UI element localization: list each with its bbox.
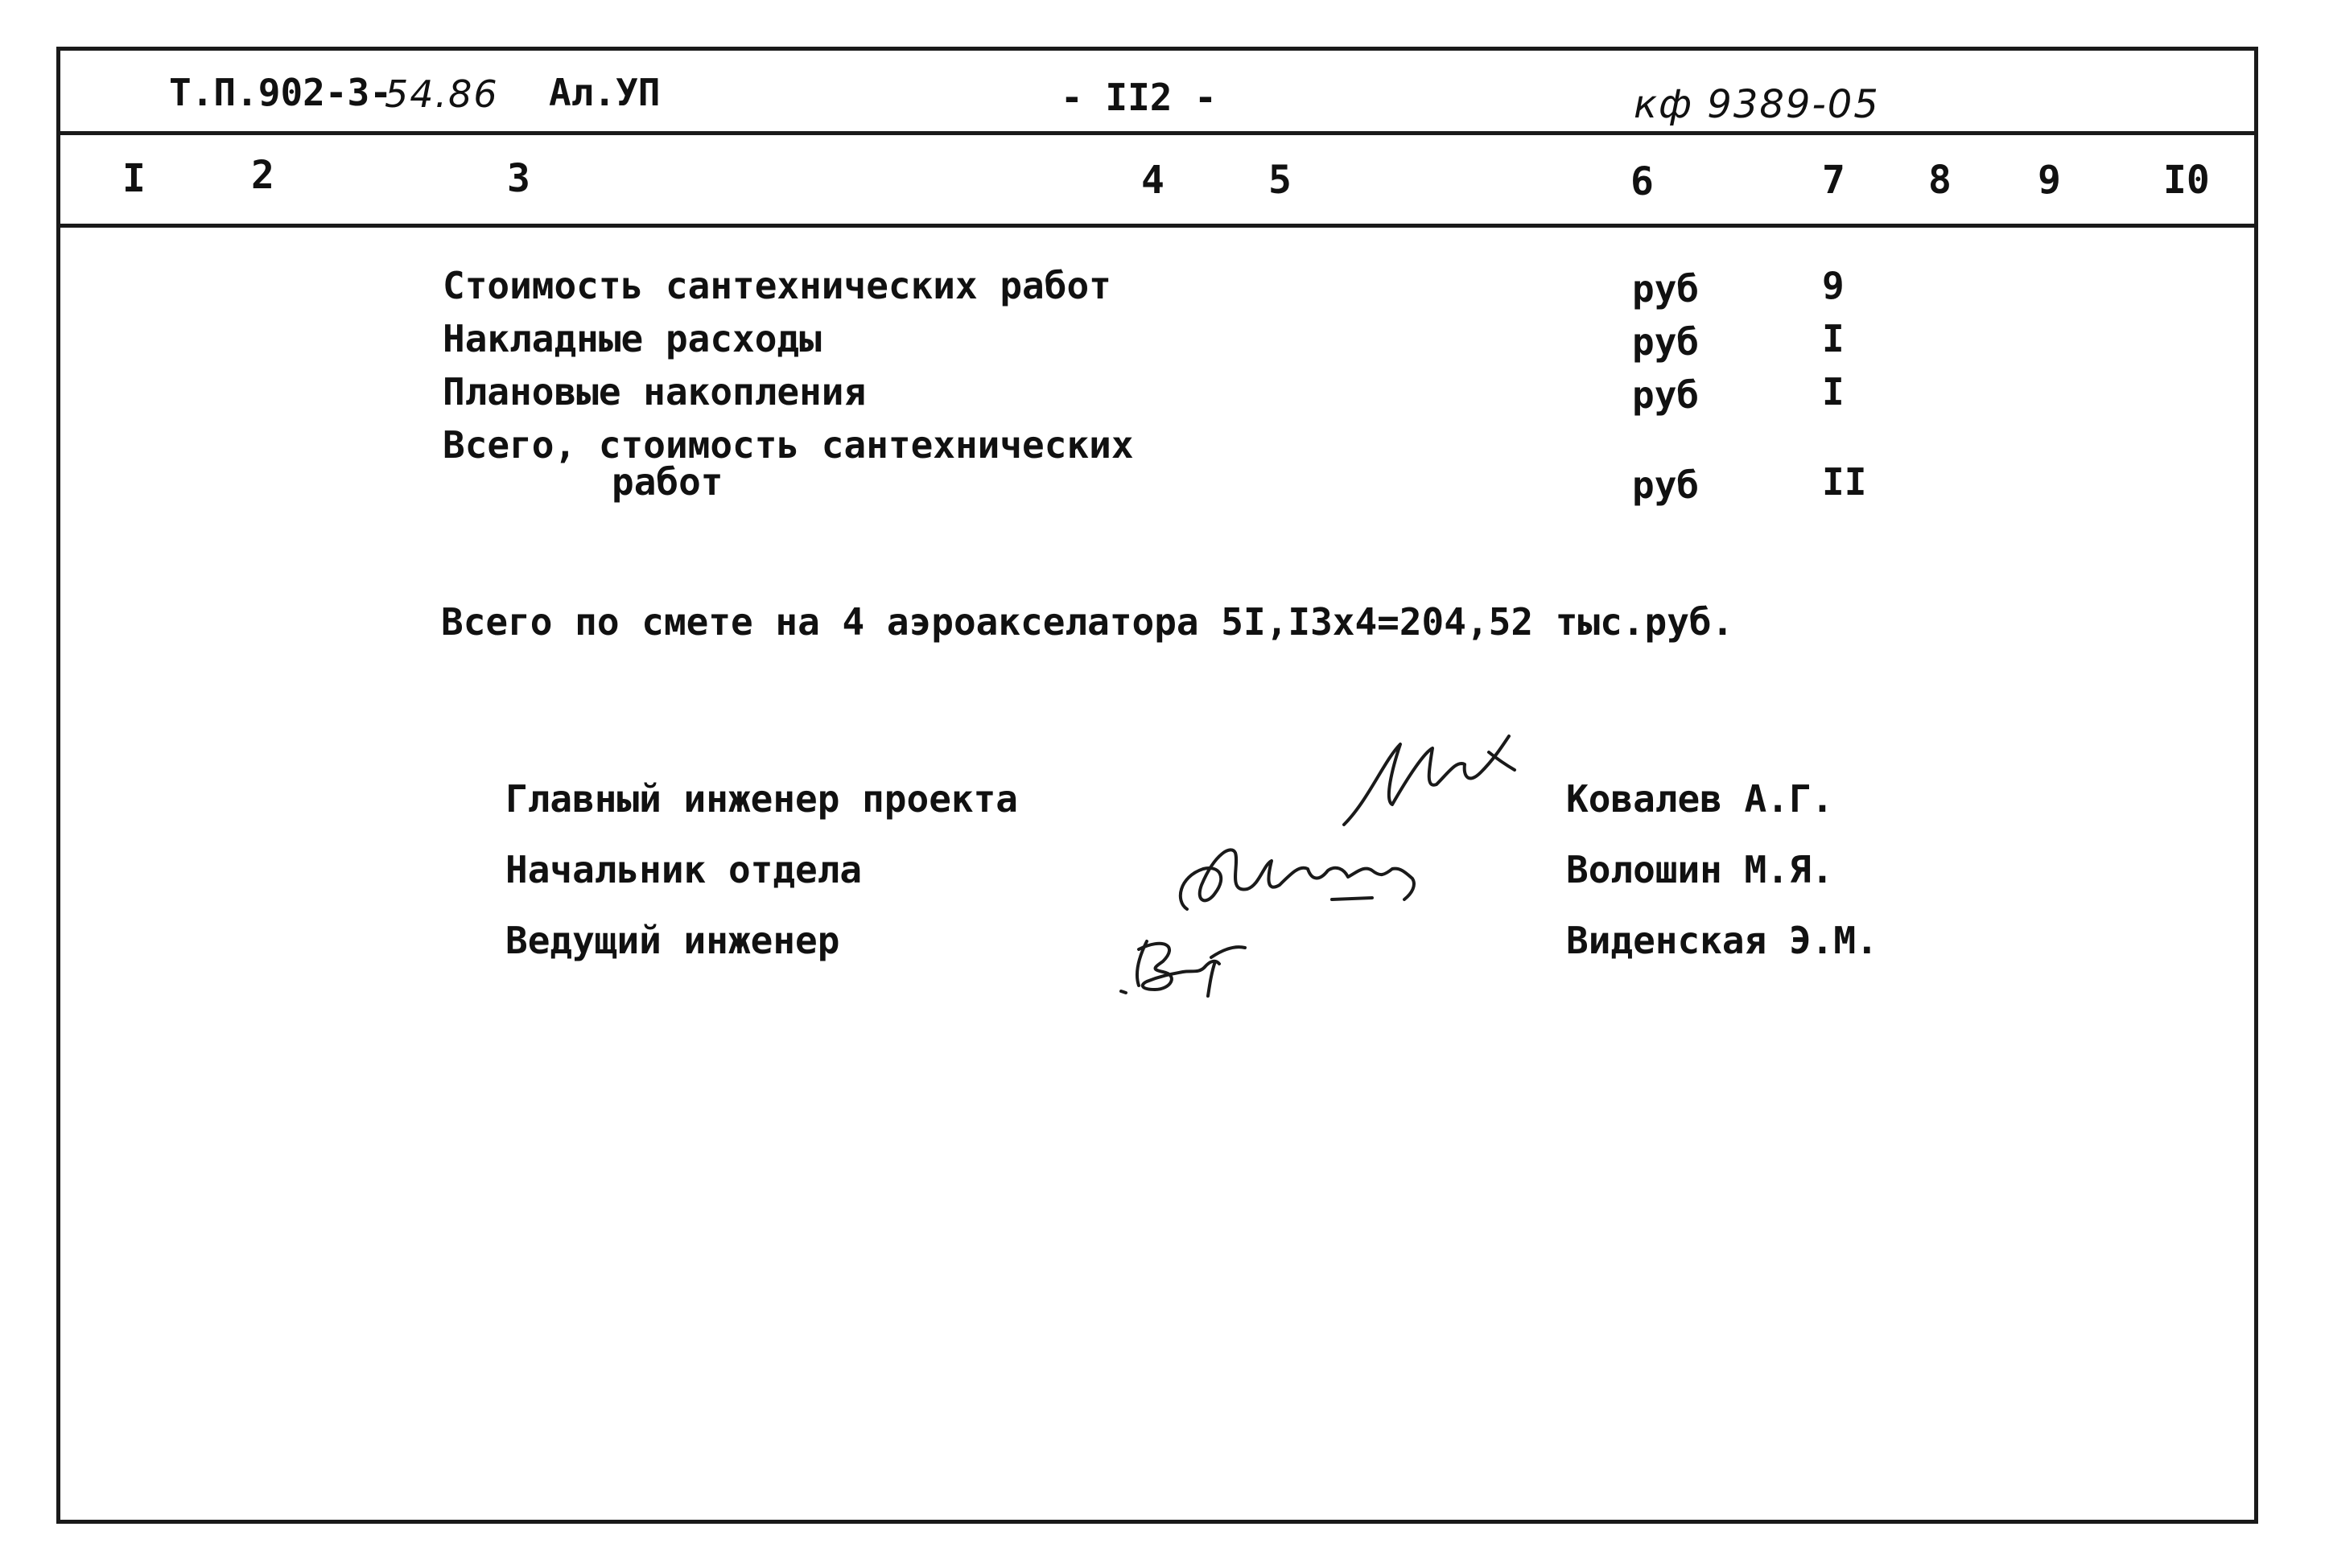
row-unit: руб: [1632, 463, 1700, 507]
row-value: I: [1822, 370, 1845, 414]
row-name: Стоимость сантехнических работ: [443, 264, 1111, 307]
signature-role: Ведущий инженер: [505, 919, 840, 962]
row-value: II: [1822, 460, 1867, 504]
signature-role: Начальник отдела: [505, 848, 863, 891]
column-number: 8: [1928, 158, 1952, 203]
header-divider: [56, 131, 2258, 135]
column-number: I0: [2163, 158, 2210, 203]
column-number: 5: [1268, 158, 1292, 203]
lead-engineer-signature: [1115, 925, 1259, 998]
signature-name: Виденская Э.М.: [1566, 919, 1878, 962]
row-name: Всего, стоимость сантехнических: [443, 423, 1134, 467]
column-number: 7: [1822, 158, 1845, 203]
column-number: 3: [507, 156, 530, 201]
estimate-total: Всего по смете на 4 аэроакселатора 5I,I3х4=204,52 тыс.руб.: [441, 600, 1734, 644]
column-number: 4: [1141, 158, 1164, 203]
project-code-handwritten: 54.86: [385, 72, 499, 116]
column-number: 2: [251, 153, 274, 198]
row-value: I: [1822, 317, 1845, 360]
row-value: 9: [1822, 264, 1845, 307]
column-header-divider: [56, 224, 2258, 228]
column-number: 6: [1630, 159, 1654, 204]
archive-code: кф 9389-05: [1634, 82, 1880, 127]
signature-name: Волошин М.Я.: [1566, 848, 1834, 891]
row-name-continued: работ: [612, 460, 723, 504]
row-name: Накладные расходы: [443, 317, 822, 360]
signature-name: Ковалев А.Г.: [1566, 777, 1834, 821]
row-unit: руб: [1632, 267, 1700, 311]
page-number: - II2 -: [1061, 76, 1217, 119]
row-unit: руб: [1632, 320, 1700, 364]
document-frame: [56, 47, 2258, 1524]
album-label: Ал.УП: [549, 71, 661, 114]
signature-role: Главный инженер проекта: [505, 777, 1018, 821]
department-head-signature: [1171, 829, 1461, 917]
column-number: I: [122, 156, 146, 201]
column-number: 9: [2038, 158, 2061, 203]
row-name: Плановые накопления: [443, 370, 867, 414]
chief-engineer-signature: [1336, 728, 1521, 833]
row-unit: руб: [1632, 373, 1700, 417]
project-code: Т.П.902-3-: [169, 71, 392, 114]
